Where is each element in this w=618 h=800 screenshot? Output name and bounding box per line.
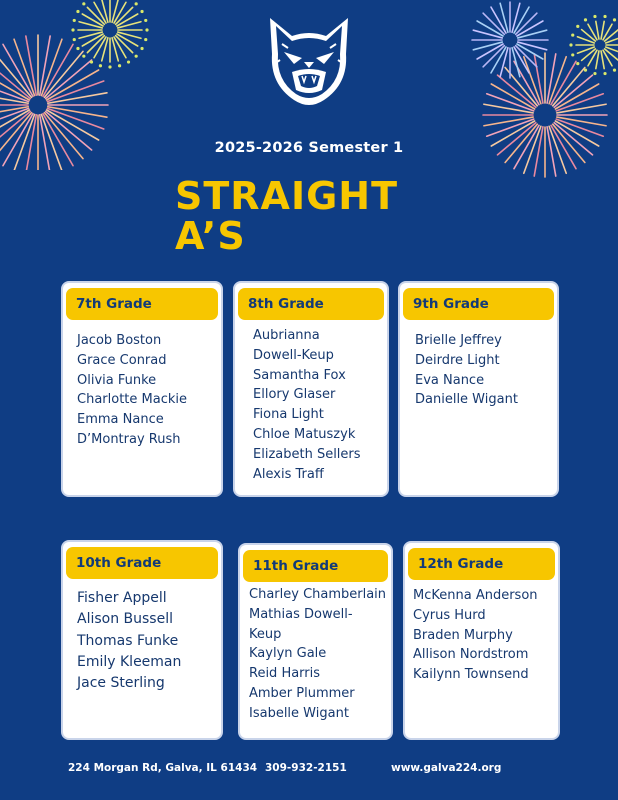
student-name: Aubrianna bbox=[253, 328, 320, 343]
grade-card-title: 11th Grade bbox=[243, 550, 388, 582]
student-name: Fiona Light bbox=[253, 407, 324, 423]
student-name: Samantha Fox bbox=[253, 367, 346, 383]
student-name: Reid Harris bbox=[249, 666, 321, 682]
grade-card-title: 8th Grade bbox=[238, 288, 384, 320]
student-name: Dowell-Keup bbox=[253, 347, 334, 363]
student-name: Grace Conrad bbox=[77, 352, 167, 368]
grade-card-title: 12th Grade bbox=[408, 548, 555, 580]
grade-card-7th bbox=[61, 281, 223, 497]
student-name: Fisher Appell bbox=[77, 590, 167, 606]
student-name: Charley Chamberlain bbox=[249, 587, 387, 602]
wildcat-mascot-icon bbox=[262, 14, 356, 110]
grade-card-title: 9th Grade bbox=[403, 288, 554, 320]
student-name: Amber Plummer bbox=[249, 685, 355, 701]
student-name: Danielle Wigant bbox=[415, 392, 518, 408]
student-name: Brielle Jeffrey bbox=[415, 333, 502, 348]
grade-card-10th bbox=[61, 540, 223, 740]
student-name: Emily Kleeman bbox=[77, 653, 182, 670]
grade-card-8th bbox=[233, 281, 389, 497]
student-list bbox=[77, 588, 217, 694]
student-name: Kaylyn Gale bbox=[249, 646, 327, 662]
student-name: Isabelle Wigant bbox=[249, 705, 349, 721]
student-name: Alexis Traff bbox=[253, 466, 324, 482]
student-name: Eva Nance bbox=[415, 372, 485, 388]
footer-address: 224 Morgan Rd, Galva, IL 61434 bbox=[68, 762, 258, 774]
student-name: Thomas Funke bbox=[77, 632, 179, 649]
student-name: Allison Nordstrom bbox=[413, 647, 529, 663]
grade-card-11th bbox=[238, 543, 393, 740]
student-name: Charlotte Mackie bbox=[77, 392, 187, 408]
student-name: Olivia Funke bbox=[77, 372, 157, 388]
student-list bbox=[253, 326, 383, 484]
semester-title: 2025-2026 Semester 1 bbox=[214, 140, 404, 156]
student-name: Jace Sterling bbox=[77, 675, 165, 692]
student-name: Braden Murphy bbox=[413, 627, 513, 643]
student-list bbox=[415, 331, 553, 410]
grade-card-9th bbox=[398, 281, 559, 497]
headline-line-1: STRAIGHT bbox=[175, 174, 399, 218]
footer-phone: 309-932-2151 bbox=[265, 762, 347, 774]
grade-card-title: 7th Grade bbox=[66, 288, 218, 320]
student-name: Elizabeth Sellers bbox=[253, 446, 361, 462]
student-name: Chloe Matuszyk bbox=[253, 426, 356, 442]
headline-line-2: A’S bbox=[175, 214, 246, 258]
student-name: Jacob Boston bbox=[77, 333, 162, 348]
student-list bbox=[413, 586, 554, 685]
student-name: Kailynn Townsend bbox=[413, 667, 529, 683]
student-name: Keup bbox=[249, 626, 282, 642]
student-name: Alison Bussell bbox=[77, 611, 173, 628]
student-name: Cyrus Hurd bbox=[413, 607, 486, 623]
student-name: McKenna Anderson bbox=[413, 588, 538, 603]
student-list bbox=[249, 585, 387, 724]
student-name: Deirdre Light bbox=[415, 352, 500, 368]
grade-card-12th bbox=[403, 541, 560, 740]
student-list bbox=[77, 331, 217, 450]
page-headline bbox=[175, 176, 398, 256]
student-name: D’Montray Rush bbox=[77, 431, 181, 447]
grade-card-title: 10th Grade bbox=[66, 547, 218, 579]
student-name: Emma Nance bbox=[77, 412, 164, 428]
footer-website[interactable]: www.galva224.org bbox=[391, 762, 502, 774]
student-name: Mathias Dowell- bbox=[249, 606, 353, 622]
student-name: Ellory Glaser bbox=[253, 387, 336, 403]
